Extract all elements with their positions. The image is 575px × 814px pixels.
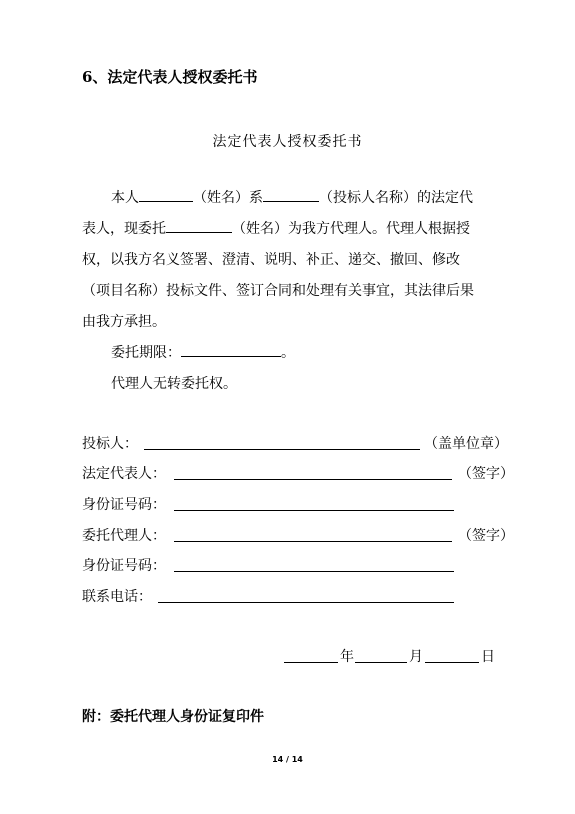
agent-label: 委托代理人： bbox=[82, 528, 166, 544]
authorization-period: 委托期限： 。 bbox=[111, 338, 295, 369]
no-sub-delegation: 代理人无转委托权。 bbox=[111, 376, 237, 392]
agent-line[interactable] bbox=[174, 541, 452, 542]
year-label: 年 bbox=[340, 649, 354, 665]
bidder-note: （盖单位章） bbox=[424, 436, 508, 452]
month-label: 月 bbox=[409, 649, 423, 665]
month-blank[interactable] bbox=[355, 662, 407, 663]
name-blank[interactable] bbox=[139, 187, 193, 202]
year-blank[interactable] bbox=[284, 662, 338, 663]
day-label: 日 bbox=[481, 649, 495, 665]
agent-note: （签字） bbox=[458, 528, 514, 544]
bidder-line[interactable] bbox=[144, 449, 420, 450]
id-number-line-2[interactable] bbox=[174, 571, 454, 572]
authorization-line-4: （项目名称）投标文件、签订合同和处理有关事宜，其法律后果 bbox=[82, 283, 474, 299]
attachment-note: 附：委托代理人身份证复印件 bbox=[82, 709, 264, 725]
id-number-label-2: 身份证号码： bbox=[82, 558, 166, 574]
id-number-line-1[interactable] bbox=[174, 510, 454, 511]
legal-rep-label: 法定代表人： bbox=[82, 466, 166, 482]
bidder-label: 投标人： bbox=[82, 436, 138, 452]
phone-line[interactable] bbox=[158, 602, 454, 603]
period-blank[interactable] bbox=[181, 342, 281, 357]
section-title: 6、法定代表人授权委托书 bbox=[82, 68, 258, 86]
legal-rep-note: （签字） bbox=[458, 466, 514, 482]
authorization-line-3: 权，以我方名义签署、澄清、说明、补正、递交、撤回、修改 bbox=[82, 252, 460, 268]
id-number-label-1: 身份证号码： bbox=[82, 497, 166, 513]
authorization-line-2: 表人，现委托 （姓名）为我方代理人。代理人根据授 bbox=[82, 214, 470, 245]
bidder-name-blank[interactable] bbox=[263, 187, 319, 202]
document-title: 法定代表人授权委托书 bbox=[212, 134, 363, 150]
day-blank[interactable] bbox=[425, 662, 479, 663]
authorization-line-5: 由我方承担。 bbox=[82, 314, 166, 330]
page-number: 14 / 14 bbox=[272, 755, 303, 764]
authorization-line-1: 本人 （姓名）系 （投标人名称）的法定代 bbox=[111, 183, 473, 214]
legal-rep-line[interactable] bbox=[174, 479, 452, 480]
phone-label: 联系电话： bbox=[82, 589, 152, 605]
agent-name-blank[interactable] bbox=[166, 218, 232, 233]
